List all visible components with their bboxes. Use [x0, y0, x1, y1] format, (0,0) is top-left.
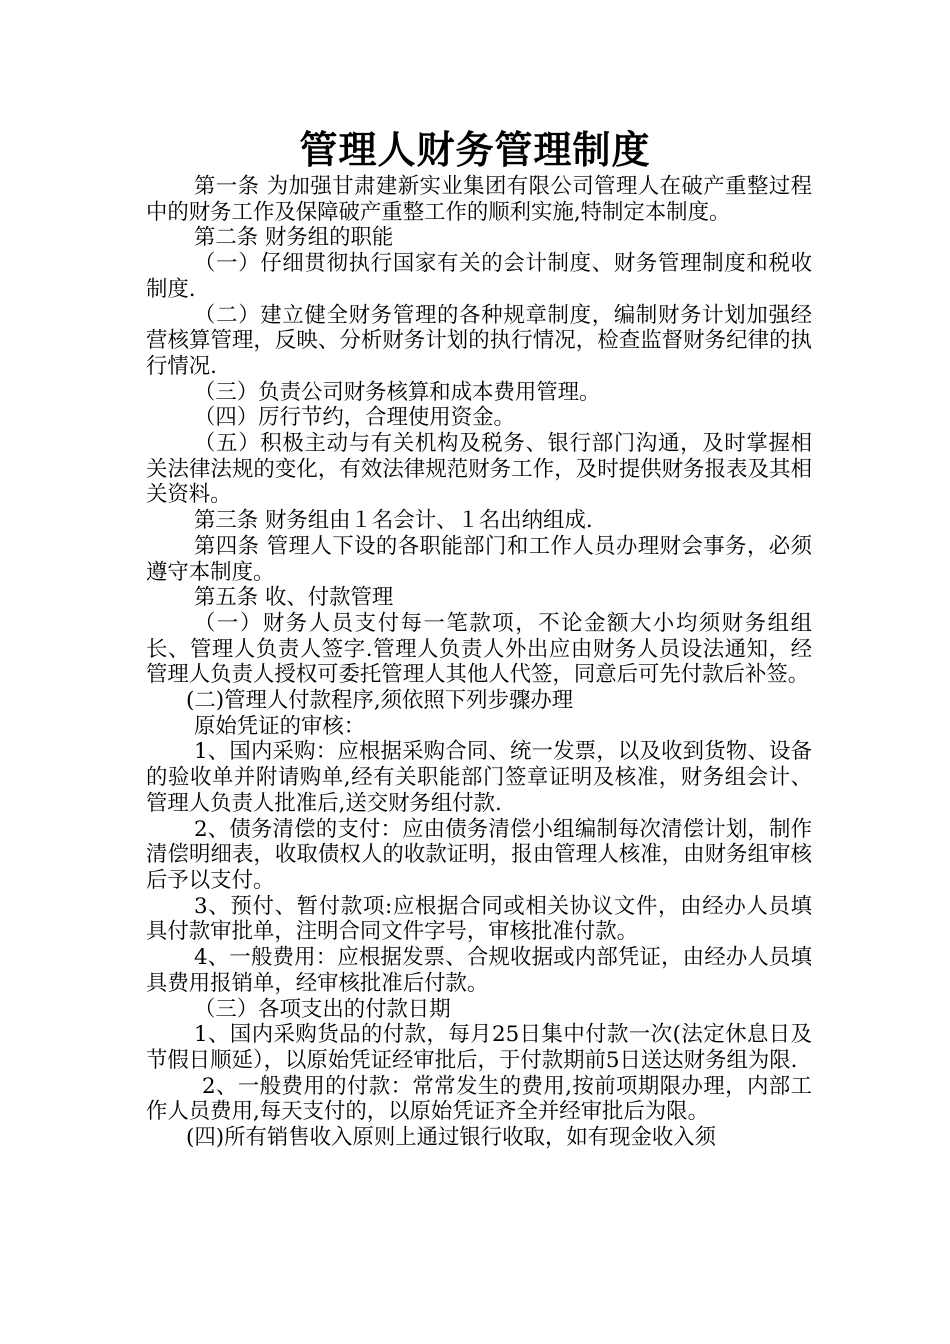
article-2-item-2: （二）建立健全财务管理的各种规章制度，编制财务计划加强经营核算管理，反映、分析财务计划的执行情况，检查监督财务纪律的执行情况.	[146, 302, 812, 379]
article-2-item-3: （三）负责公司财务核算和成本费用管理。	[194, 379, 601, 405]
article-2-item-5: （五）积极主动与有关机构及税务、银行部门沟通，及时掌握相关法律法规的变化，有效法律规范财务工作，及时提供财务报表及其相关资料。	[146, 431, 812, 508]
article-5-heading: 第五条 收、付款管理	[194, 585, 394, 611]
voucher-rule-4: 4、一般费用：应根据发票、合规收据或内部凭证，由经办人员填具费用报销单，经审核批准后付款。	[146, 945, 812, 996]
voucher-rule-1: 1、国内采购：应根据采购合同、统一发票，以及收到货物、设备的验收单并附请购单,经有关职能部门签章证明及核准，财务组会计、管理人负责人批准后,送交财务组付款.	[146, 739, 812, 816]
document-body	[146, 174, 812, 1151]
article-3: 第三条 财务组由１名会计、１名出纳组成.	[194, 508, 593, 534]
voucher-rule-3: 3、预付、暂付款项:应根据合同或相关协议文件，由经办人员填具付款审批单，注明合同文件字号，审核批准付款。	[146, 893, 812, 945]
article-5-item-2: (二)管理人付款程序,须依照下列步骤办理	[186, 688, 574, 714]
payment-date-rule-2: 2、一般费用的付款：常常发生的费用,按前项期限办理，内部工作人员费用,每天支付的，以原始凭证齐全并经审批后为限。	[146, 1073, 812, 1125]
article-1: 第一条 为加强甘肃建新实业集团有限公司管理人在破产重整过程中的财务工作及保障破产重整工作的顺利实施,特制定本制度。	[146, 174, 812, 225]
article-5-item-3: （三）各项支出的付款日期	[194, 996, 451, 1022]
article-4: 第四条 管理人下设的各职能部门和工作人员办理财会事务，必须遵守本制度。	[146, 533, 812, 585]
payment-date-rule-1: 1、国内采购货品的付款，每月25日集中付款一次(法定休息日及节假日顺延），以原始凭证经审批后，于付款期前5日送达财务组为限.	[146, 1022, 812, 1073]
voucher-review-heading: 原始凭证的审核：	[194, 713, 366, 739]
article-2-heading: 第二条 财务组的职能	[194, 225, 394, 251]
article-2-item-1: （一）仔细贯彻执行国家有关的会计制度、财务管理制度和税收制度.	[146, 251, 812, 302]
voucher-rule-2: 2、债务清偿的支付：应由债务清偿小组编制每次清偿计划，制作清偿明细表，收取债权人的收款证明，报由管理人核准，由财务组审核后予以支付。	[146, 816, 812, 893]
document-title: 管理人财务管理制度	[299, 128, 651, 172]
article-5-item-4: (四)所有销售收入原则上通过银行收取，如有现金收入须	[186, 1125, 717, 1151]
article-5-item-1: （一）财务人员支付每一笔款项，不论金额大小均须财务组组长、管理人负责人签字.管理人负责人外出应由财务人员设法通知，经管理人负责人授权可委托管理人其他人代签，同意后可先付款后补签。	[146, 610, 812, 688]
article-2-item-4: （四）厉行节约，合理使用资金。	[194, 405, 515, 431]
